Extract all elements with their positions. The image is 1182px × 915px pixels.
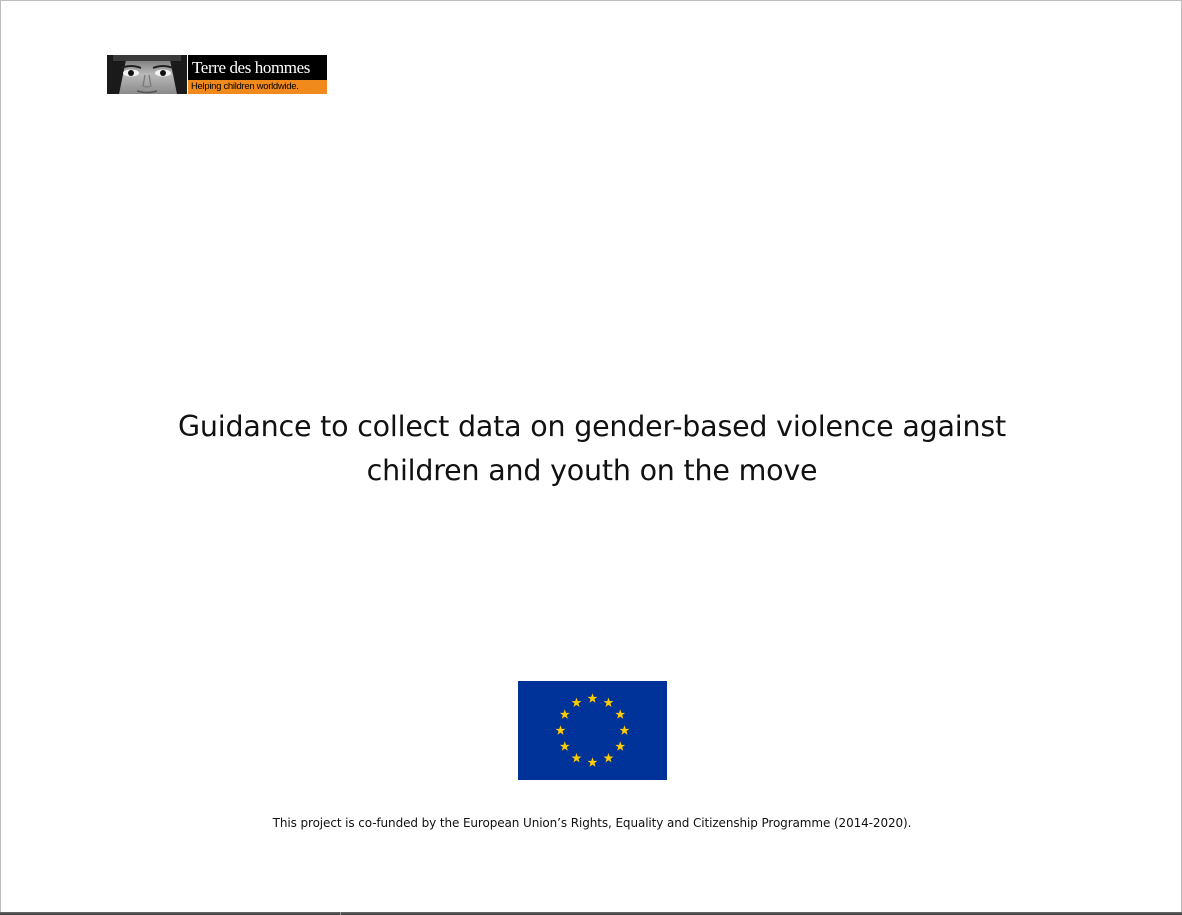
eu-star-icon: [560, 741, 570, 750]
eu-star-icon: [588, 757, 598, 766]
logo-text-block: [187, 55, 327, 94]
eu-star-icon: [615, 709, 625, 718]
terre-des-hommes-logo: [107, 55, 327, 94]
eu-star-icon: [572, 753, 582, 762]
eu-flag-icon: [518, 681, 667, 780]
child-eyes-photo-icon: [107, 55, 187, 94]
eu-star-icon: [572, 698, 582, 707]
organization-tagline: Helping children worldwide.: [187, 80, 327, 94]
document-title-line-2: children and youth on the move: [366, 454, 818, 487]
eu-star-icon: [620, 725, 630, 734]
eu-star-icon: [604, 753, 614, 762]
eu-star-icon: [615, 741, 625, 750]
eu-star-icon: [588, 693, 598, 702]
funding-note: This project is co-funded by the European Union’s Rights, Equality and Citizenship Programme (2014-2020).: [272, 816, 912, 830]
document-title-line-1: Guidance to collect data on gender-based violence against: [177, 410, 1006, 443]
document-title: [1, 405, 1182, 493]
organization-name: Terre des hommes: [187, 55, 327, 80]
eu-star-icon: [604, 698, 614, 707]
eu-star-icon: [560, 709, 570, 718]
eu-star-icon: [556, 725, 566, 734]
